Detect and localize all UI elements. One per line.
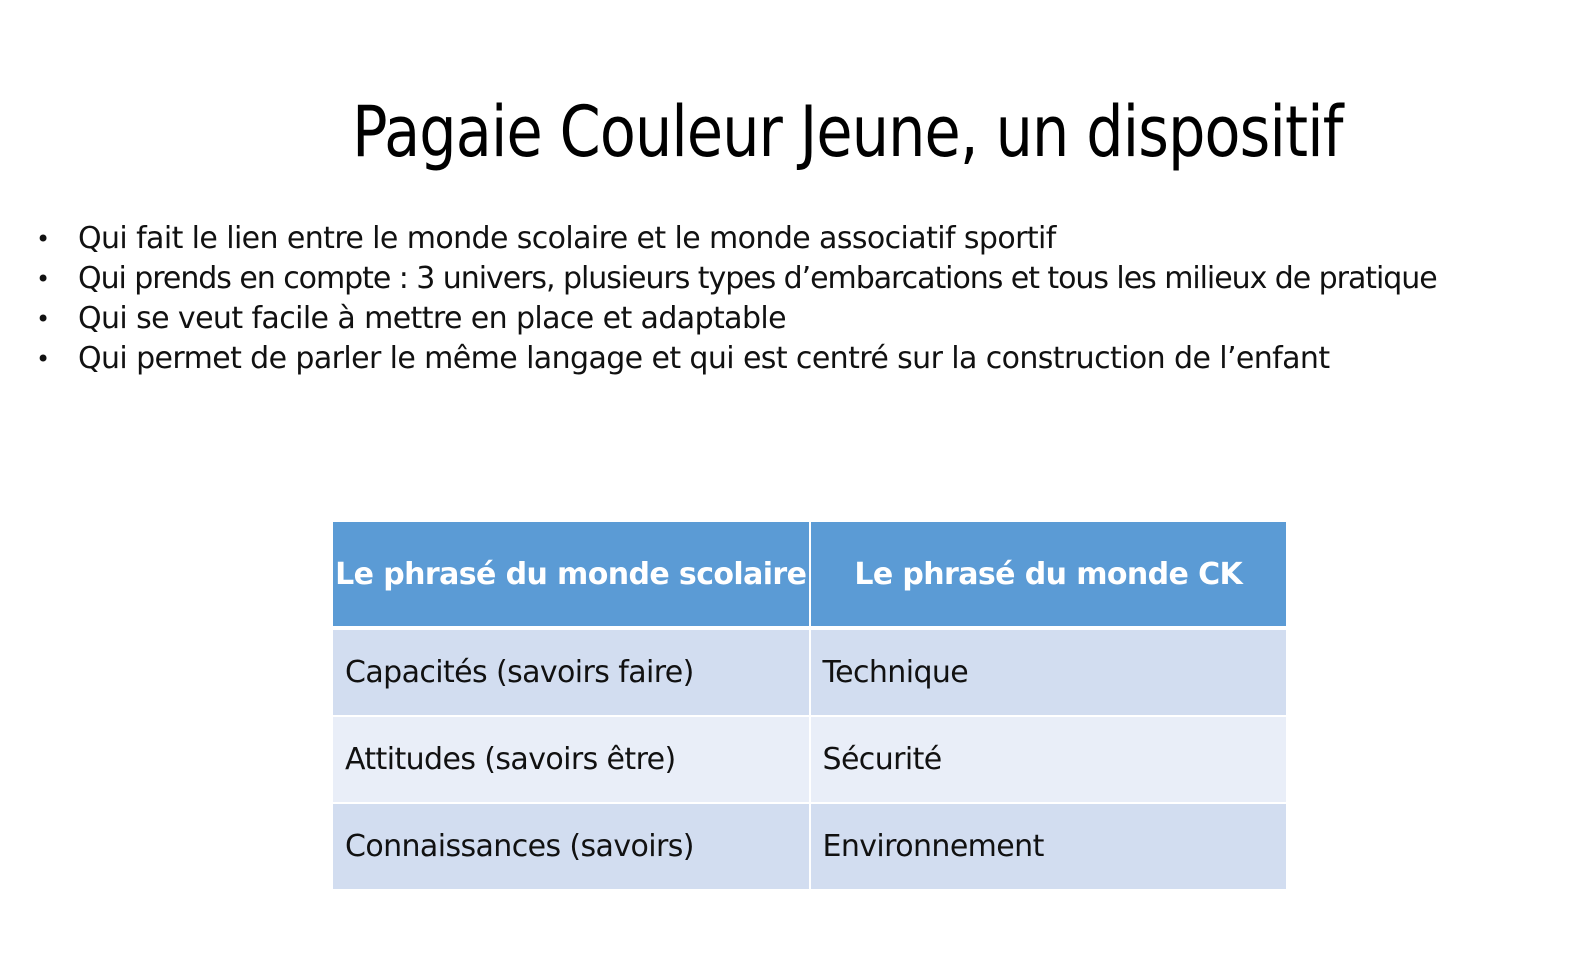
- table-cell: Environnement: [810, 803, 1287, 890]
- bullet-text: Qui se veut facile à mettre en place et adaptable: [78, 301, 786, 336]
- mapping-table: [333, 522, 1286, 891]
- header-ck-phrasing: Le phrasé du monde CK: [810, 522, 1287, 628]
- table-cell: Sécurité: [810, 716, 1287, 803]
- header-school-phrasing: Le phrasé du monde scolaire: [333, 522, 810, 628]
- table-cell: Technique: [810, 628, 1287, 716]
- slide-title: Pagaie Couleur Jeune, un dispositif: [352, 91, 1343, 173]
- table-row: [333, 628, 1286, 716]
- bullet-marker: •: [36, 225, 50, 253]
- table-row: [333, 803, 1286, 890]
- bullet-text: Qui fait le lien entre le monde scolaire et le monde associatif sportif: [78, 221, 1056, 256]
- table-cell: Connaissances (savoirs): [333, 803, 810, 890]
- bullet-item: [0, 299, 1579, 339]
- table-cell: Attitudes (savoirs être): [333, 716, 810, 803]
- table-cell: Capacités (savoirs faire): [333, 628, 810, 716]
- table-header-row: [333, 522, 1286, 628]
- bullet-item: [0, 259, 1579, 299]
- table-row: [333, 716, 1286, 803]
- bullet-text: Qui permet de parler le même langage et qui est centré sur la construction de l’enfant: [78, 341, 1330, 376]
- bullet-item: [0, 219, 1579, 259]
- bullet-marker: •: [36, 265, 50, 293]
- bullet-marker: •: [36, 345, 50, 373]
- bullet-text: Qui prends en compte : 3 univers, plusieurs types d’embarcations et tous les milieux de pratique: [78, 261, 1437, 296]
- bullet-list: [0, 219, 1579, 379]
- bullet-item: [0, 339, 1579, 379]
- bullet-marker: •: [36, 305, 50, 333]
